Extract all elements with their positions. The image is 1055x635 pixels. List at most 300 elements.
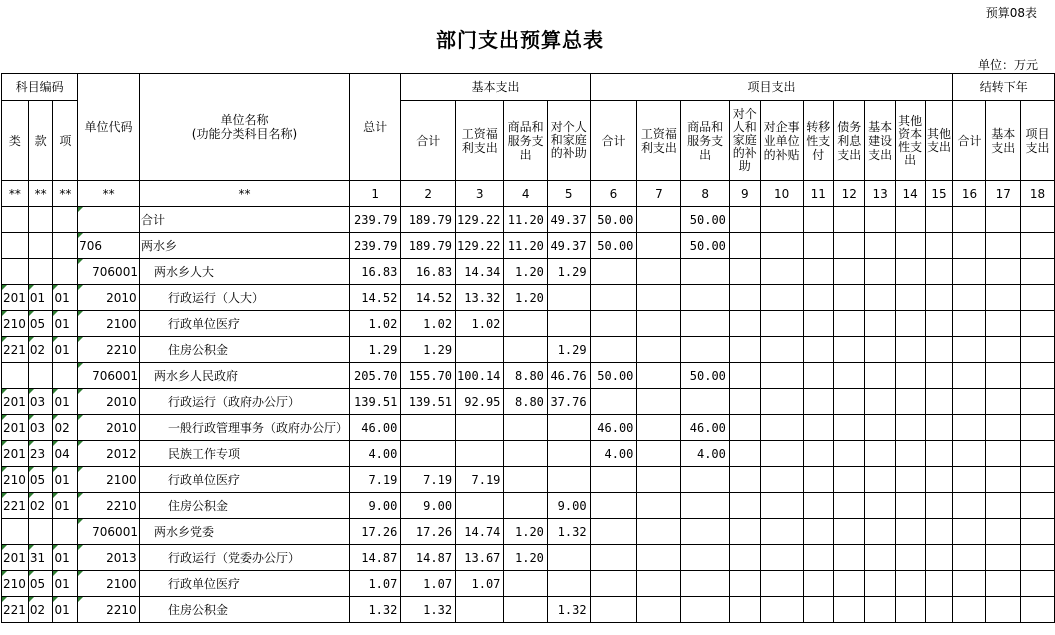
cell-empty (953, 545, 986, 571)
header-other-capital: 其他资本性支出 (895, 101, 925, 181)
index-cell: 17 (986, 181, 1021, 207)
header-unit-code: 单位代码 (78, 74, 140, 181)
cell-personal: 1.32 (547, 597, 590, 623)
cell-personal: 49.37 (547, 233, 590, 259)
cell-empty (729, 441, 760, 467)
table-row[interactable] (2, 389, 1055, 415)
cell-psum (590, 519, 637, 545)
cell-empty (760, 467, 803, 493)
cell-empty (925, 363, 953, 389)
cell-personal: 49.37 (547, 207, 590, 233)
cell-empty (760, 441, 803, 467)
table-row[interactable] (2, 519, 1055, 545)
cell-bsum: 189.79 (401, 207, 456, 233)
cell-empty (865, 337, 895, 363)
cell-empty (834, 545, 865, 571)
cell-empty (729, 389, 760, 415)
cell-empty (1021, 441, 1055, 467)
cell-wages: 129.22 (456, 207, 504, 233)
cell-empty (865, 597, 895, 623)
header-subject-code: 科目编码 (2, 74, 78, 101)
cell-unit-code: 2010 (78, 285, 140, 311)
header-personal: 对个人和家庭的补助 (547, 101, 590, 181)
cell-empty (803, 285, 833, 311)
cell-empty (953, 493, 986, 519)
cell-unit-name: 两水乡党委 (139, 519, 349, 545)
cell-total: 14.87 (349, 545, 400, 571)
cell-empty (865, 519, 895, 545)
cell-lei: 201 (2, 389, 29, 415)
cell-psum (590, 285, 637, 311)
cell-bsum: 1.32 (401, 597, 456, 623)
index-cell: 7 (637, 181, 681, 207)
cell-empty (986, 207, 1021, 233)
cell-empty (925, 233, 953, 259)
cell-empty (834, 493, 865, 519)
header-basic: 基本支出 (401, 74, 590, 101)
header-carry-sum: 合计 (953, 101, 986, 181)
table-row[interactable] (2, 207, 1055, 233)
cell-psum (590, 545, 637, 571)
cell-xiang (53, 233, 78, 259)
cell-empty (729, 259, 760, 285)
table-body (2, 181, 1055, 623)
cell-pgoods (681, 597, 729, 623)
header-wages: 工资福利支出 (456, 101, 504, 181)
table-row[interactable] (2, 493, 1055, 519)
header-carry: 结转下年 (953, 74, 1055, 101)
cell-psum: 50.00 (590, 363, 637, 389)
cell-lei (2, 363, 29, 389)
cell-lei (2, 207, 29, 233)
cell-empty (986, 545, 1021, 571)
cell-empty (834, 389, 865, 415)
cell-pgoods (681, 519, 729, 545)
cell-empty (865, 259, 895, 285)
cell-pwages (637, 441, 681, 467)
cell-pwages (637, 571, 681, 597)
cell-unit-name: 两水乡人民政府 (139, 363, 349, 389)
cell-psum: 46.00 (590, 415, 637, 441)
cell-empty (729, 337, 760, 363)
cell-goods (504, 441, 548, 467)
cell-empty (986, 597, 1021, 623)
cell-empty (986, 571, 1021, 597)
cell-wages (456, 415, 504, 441)
table-row[interactable] (2, 441, 1055, 467)
cell-empty (729, 285, 760, 311)
cell-bsum: 17.26 (401, 519, 456, 545)
header-carry-basic: 基本支出 (986, 101, 1021, 181)
cell-wages: 14.74 (456, 519, 504, 545)
cell-unit-name: 一般行政管理事务（政府办公厅） (139, 415, 349, 441)
cell-empty (986, 285, 1021, 311)
cell-empty (729, 545, 760, 571)
cell-personal: 46.76 (547, 363, 590, 389)
cell-empty (1021, 389, 1055, 415)
cell-empty (834, 311, 865, 337)
cell-empty (986, 311, 1021, 337)
cell-empty (729, 311, 760, 337)
cell-empty (865, 467, 895, 493)
cell-xiang: 01 (53, 285, 78, 311)
index-cell: ** (139, 181, 349, 207)
cell-empty (1021, 259, 1055, 285)
cell-pwages (637, 493, 681, 519)
cell-empty (895, 571, 925, 597)
cell-empty (953, 441, 986, 467)
cell-bsum (401, 441, 456, 467)
index-cell: 2 (401, 181, 456, 207)
cell-wages: 129.22 (456, 233, 504, 259)
cell-empty (925, 597, 953, 623)
cell-empty (925, 467, 953, 493)
cell-empty (1021, 233, 1055, 259)
unit-label: 单位：万元 (977, 58, 1038, 72)
cell-xiang: 01 (53, 571, 78, 597)
cell-empty (729, 233, 760, 259)
cell-empty (803, 389, 833, 415)
cell-lei: 221 (2, 597, 29, 623)
cell-bsum: 1.29 (401, 337, 456, 363)
header-goods: 商品和服务支出 (504, 101, 548, 181)
cell-unit-code: 2100 (78, 467, 140, 493)
cell-empty (986, 259, 1021, 285)
cell-empty (865, 545, 895, 571)
cell-psum (590, 389, 637, 415)
cell-total: 14.52 (349, 285, 400, 311)
cell-unit-code: 2013 (78, 545, 140, 571)
cell-empty (760, 493, 803, 519)
cell-empty (1021, 363, 1055, 389)
index-cell: 14 (895, 181, 925, 207)
cell-empty (895, 493, 925, 519)
cell-xiang: 01 (53, 597, 78, 623)
cell-lei: 210 (2, 467, 29, 493)
index-cell: ** (2, 181, 29, 207)
cell-goods: 11.20 (504, 207, 548, 233)
index-cell: 12 (834, 181, 865, 207)
cell-empty (986, 337, 1021, 363)
header-carry-project: 项目支出 (1021, 101, 1055, 181)
index-cell: 18 (1021, 181, 1055, 207)
cell-empty (1021, 493, 1055, 519)
cell-empty (865, 441, 895, 467)
cell-kuan (28, 207, 53, 233)
cell-lei: 201 (2, 441, 29, 467)
cell-kuan: 01 (28, 285, 53, 311)
table-row[interactable] (2, 597, 1055, 623)
cell-personal: 37.76 (547, 389, 590, 415)
cell-bsum: 189.79 (401, 233, 456, 259)
cell-goods (504, 467, 548, 493)
cell-empty (760, 285, 803, 311)
cell-pwages (637, 285, 681, 311)
cell-empty (729, 207, 760, 233)
cell-empty (865, 415, 895, 441)
cell-empty (986, 493, 1021, 519)
cell-pgoods (681, 311, 729, 337)
cell-empty (729, 493, 760, 519)
table-row[interactable] (2, 363, 1055, 389)
cell-empty (803, 493, 833, 519)
table-row[interactable] (2, 233, 1055, 259)
cell-empty (729, 415, 760, 441)
cell-lei: 201 (2, 285, 29, 311)
cell-wages: 100.14 (456, 363, 504, 389)
cell-empty (953, 285, 986, 311)
index-cell: 4 (504, 181, 548, 207)
cell-empty (895, 441, 925, 467)
cell-empty (1021, 415, 1055, 441)
cell-empty (803, 467, 833, 493)
cell-goods: 8.80 (504, 389, 548, 415)
cell-empty (1021, 207, 1055, 233)
cell-xiang: 01 (53, 337, 78, 363)
cell-empty (729, 597, 760, 623)
cell-empty (865, 207, 895, 233)
cell-personal (547, 415, 590, 441)
cell-empty (895, 597, 925, 623)
cell-pgoods: 4.00 (681, 441, 729, 467)
cell-total: 139.51 (349, 389, 400, 415)
cell-empty (803, 363, 833, 389)
cell-empty (1021, 545, 1055, 571)
cell-lei: 221 (2, 493, 29, 519)
cell-empty (895, 259, 925, 285)
cell-lei: 210 (2, 571, 29, 597)
cell-unit-name: 住房公积金 (139, 493, 349, 519)
cell-bsum: 139.51 (401, 389, 456, 415)
cell-empty (953, 311, 986, 337)
cell-bsum: 14.87 (401, 545, 456, 571)
cell-empty (1021, 571, 1055, 597)
cell-pwages (637, 337, 681, 363)
cell-wages: 1.02 (456, 311, 504, 337)
cell-pwages (637, 415, 681, 441)
table-row[interactable] (2, 337, 1055, 363)
cell-empty (925, 493, 953, 519)
cell-empty (925, 571, 953, 597)
cell-total: 1.32 (349, 597, 400, 623)
index-cell: ** (78, 181, 140, 207)
header-proj-wages: 工资福利支出 (637, 101, 681, 181)
header-basic-sum: 合计 (401, 101, 456, 181)
header-kuan: 款 (28, 101, 53, 181)
cell-empty (895, 389, 925, 415)
cell-empty (953, 467, 986, 493)
cell-empty (803, 441, 833, 467)
cell-lei (2, 233, 29, 259)
table-row[interactable] (2, 571, 1055, 597)
cell-xiang: 01 (53, 311, 78, 337)
cell-empty (925, 207, 953, 233)
cell-kuan (28, 259, 53, 285)
index-cell: 5 (547, 181, 590, 207)
cell-unit-code: 2210 (78, 597, 140, 623)
cell-empty (895, 545, 925, 571)
cell-unit-name: 合计 (139, 207, 349, 233)
table-row[interactable] (2, 545, 1055, 571)
cell-empty (760, 571, 803, 597)
cell-unit-code: 2210 (78, 337, 140, 363)
cell-personal (547, 545, 590, 571)
cell-empty (760, 363, 803, 389)
cell-empty (865, 233, 895, 259)
cell-kuan: 05 (28, 311, 53, 337)
cell-empty (865, 389, 895, 415)
table-row[interactable] (2, 259, 1055, 285)
header-capital: 基本建设支出 (865, 101, 895, 181)
cell-empty (925, 285, 953, 311)
cell-kuan: 02 (28, 597, 53, 623)
cell-empty (834, 415, 865, 441)
cell-pgoods: 50.00 (681, 363, 729, 389)
cell-empty (803, 415, 833, 441)
cell-empty (865, 571, 895, 597)
cell-empty (895, 519, 925, 545)
index-cell: 16 (953, 181, 986, 207)
cell-unit-code: 706001 (78, 363, 140, 389)
cell-kuan: 02 (28, 493, 53, 519)
cell-personal: 1.29 (547, 259, 590, 285)
cell-goods (504, 337, 548, 363)
cell-empty (1021, 597, 1055, 623)
cell-lei (2, 259, 29, 285)
cell-empty (803, 207, 833, 233)
cell-xiang (53, 259, 78, 285)
cell-bsum: 14.52 (401, 285, 456, 311)
cell-empty (803, 311, 833, 337)
cell-bsum: 7.19 (401, 467, 456, 493)
index-cell: 3 (456, 181, 504, 207)
cell-unit-code: 706001 (78, 519, 140, 545)
cell-empty (834, 571, 865, 597)
cell-goods: 1.20 (504, 259, 548, 285)
cell-unit-code: 2100 (78, 311, 140, 337)
cell-goods: 1.20 (504, 545, 548, 571)
cell-empty (865, 311, 895, 337)
cell-unit-name: 住房公积金 (139, 337, 349, 363)
cell-pwages (637, 233, 681, 259)
cell-xiang (53, 363, 78, 389)
cell-bsum: 1.02 (401, 311, 456, 337)
cell-xiang: 02 (53, 415, 78, 441)
cell-empty (925, 441, 953, 467)
cell-pgoods: 50.00 (681, 233, 729, 259)
cell-empty (986, 441, 1021, 467)
cell-empty (986, 363, 1021, 389)
cell-psum (590, 259, 637, 285)
cell-unit-name: 两水乡人大 (139, 259, 349, 285)
cell-goods: 1.20 (504, 285, 548, 311)
cell-empty (986, 519, 1021, 545)
cell-unit-code: 706 (78, 233, 140, 259)
cell-kuan: 23 (28, 441, 53, 467)
table-row[interactable] (2, 415, 1055, 441)
cell-wages (456, 597, 504, 623)
index-cell: 9 (729, 181, 760, 207)
cell-empty (834, 337, 865, 363)
cell-empty (953, 571, 986, 597)
cell-empty (895, 467, 925, 493)
cell-empty (760, 233, 803, 259)
cell-bsum: 16.83 (401, 259, 456, 285)
header-proj-goods: 商品和服务支出 (681, 101, 729, 181)
cell-xiang (53, 519, 78, 545)
index-cell: ** (28, 181, 53, 207)
table-row[interactable] (2, 467, 1055, 493)
cell-empty (895, 311, 925, 337)
cell-goods: 8.80 (504, 363, 548, 389)
cell-unit-name: 行政运行（政府办公厅） (139, 389, 349, 415)
cell-kuan: 03 (28, 415, 53, 441)
header-lei: 类 (2, 101, 29, 181)
cell-empty (953, 363, 986, 389)
cell-pwages (637, 259, 681, 285)
cell-wages: 13.32 (456, 285, 504, 311)
cell-kuan: 31 (28, 545, 53, 571)
cell-pwages (637, 207, 681, 233)
cell-psum: 50.00 (590, 233, 637, 259)
cell-pgoods (681, 285, 729, 311)
cell-empty (925, 311, 953, 337)
cell-lei (2, 519, 29, 545)
cell-pwages (637, 467, 681, 493)
cell-empty (803, 545, 833, 571)
index-cell: 8 (681, 181, 729, 207)
cell-total: 17.26 (349, 519, 400, 545)
cell-xiang: 01 (53, 467, 78, 493)
cell-wages: 1.07 (456, 571, 504, 597)
cell-empty (834, 259, 865, 285)
cell-total: 239.79 (349, 207, 400, 233)
cell-xiang: 04 (53, 441, 78, 467)
table-row[interactable] (2, 285, 1055, 311)
cell-goods (504, 571, 548, 597)
cell-empty (865, 493, 895, 519)
cell-kuan: 05 (28, 571, 53, 597)
cell-empty (895, 233, 925, 259)
cell-personal (547, 311, 590, 337)
table-row[interactable] (2, 311, 1055, 337)
cell-empty (986, 467, 1021, 493)
cell-empty (729, 519, 760, 545)
cell-wages: 92.95 (456, 389, 504, 415)
cell-goods: 1.20 (504, 519, 548, 545)
cell-pgoods (681, 493, 729, 519)
cell-empty (953, 259, 986, 285)
cell-personal (547, 467, 590, 493)
cell-empty (834, 363, 865, 389)
cell-kuan (28, 519, 53, 545)
cell-empty (729, 363, 760, 389)
cell-empty (760, 337, 803, 363)
cell-total: 205.70 (349, 363, 400, 389)
cell-wages (456, 493, 504, 519)
cell-personal (547, 285, 590, 311)
cell-empty (729, 571, 760, 597)
cell-empty (953, 519, 986, 545)
cell-empty (953, 337, 986, 363)
cell-pgoods (681, 545, 729, 571)
index-cell: 13 (865, 181, 895, 207)
cell-empty (925, 389, 953, 415)
cell-empty (760, 519, 803, 545)
cell-total: 46.00 (349, 415, 400, 441)
cell-unit-name: 行政单位医疗 (139, 467, 349, 493)
index-cell: 10 (760, 181, 803, 207)
